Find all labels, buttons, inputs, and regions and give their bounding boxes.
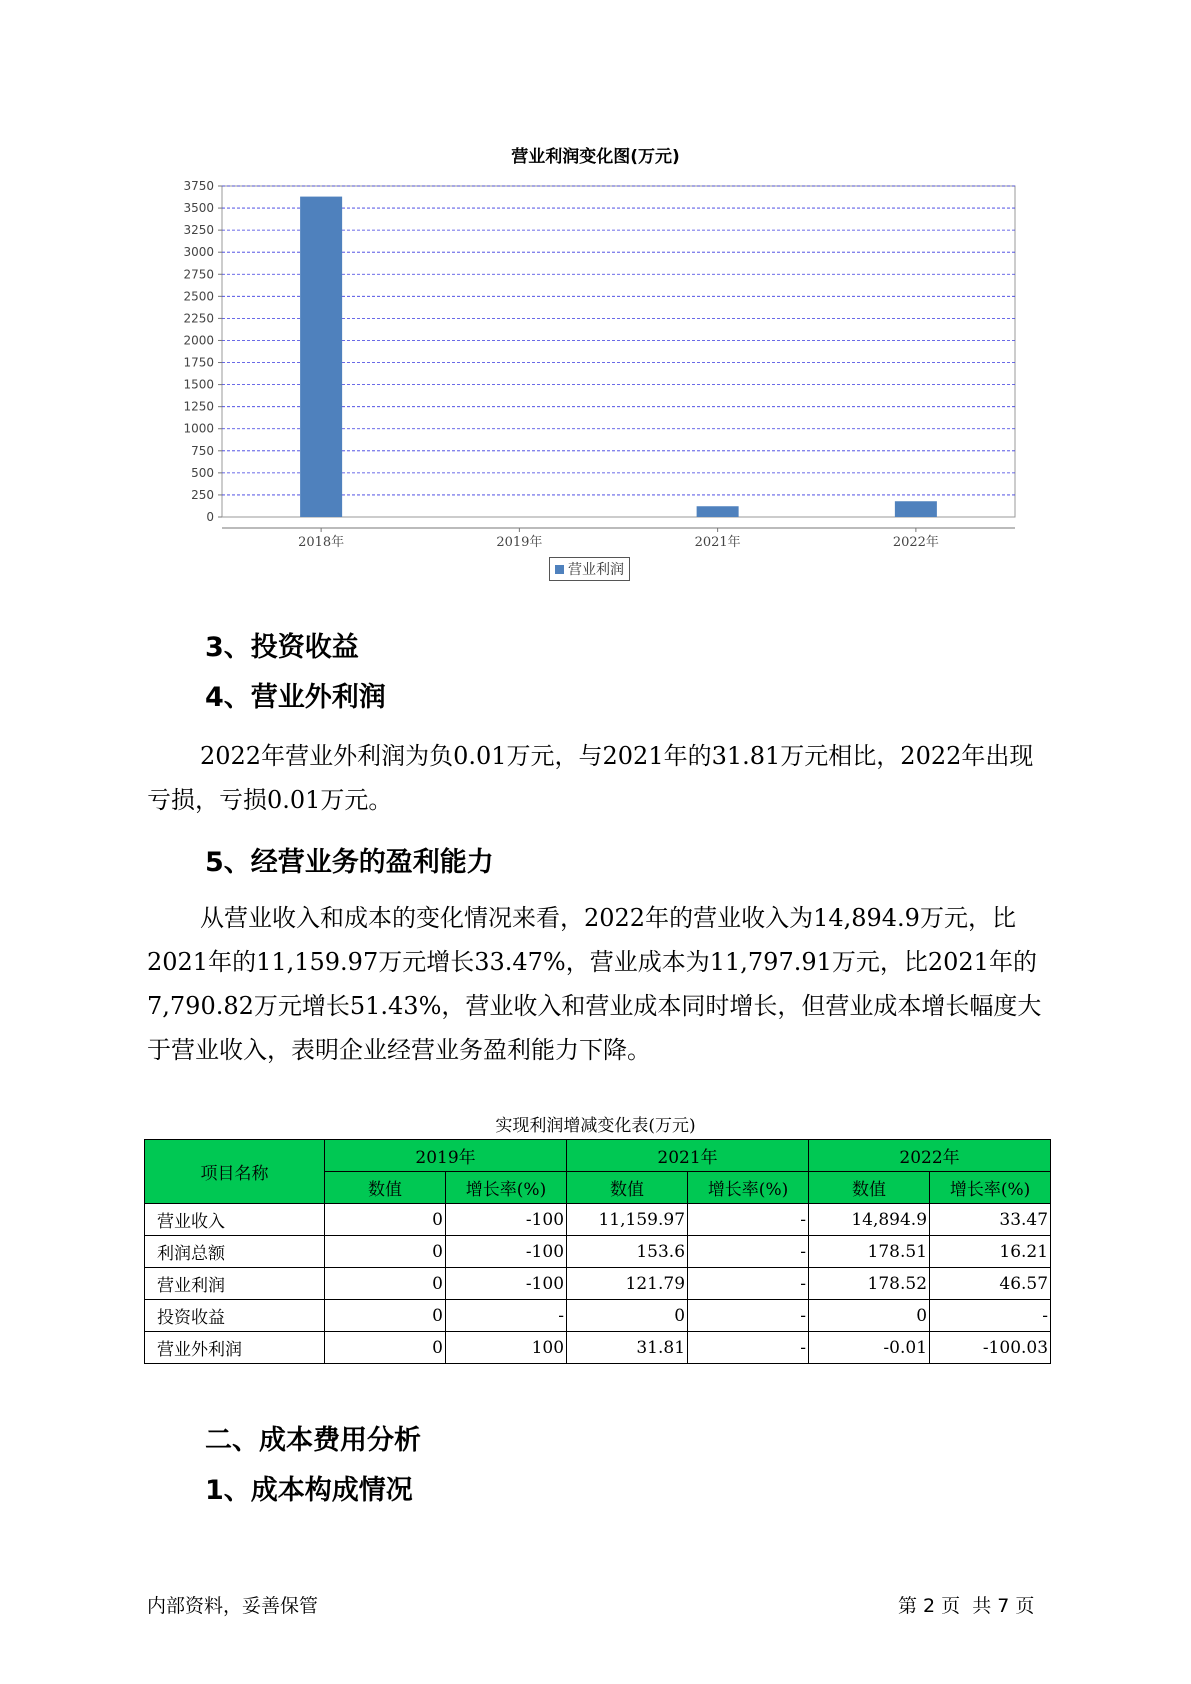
y-tick-label: 1500 — [183, 377, 214, 392]
cell-value: 14,894.9 — [809, 1204, 930, 1236]
y-tick-label: 2500 — [183, 289, 214, 304]
header-year: 2022年 — [809, 1140, 1051, 1172]
cell-value: -0.01 — [809, 1332, 930, 1364]
y-tick-label: 500 — [191, 465, 214, 480]
cell-growth: - — [446, 1300, 567, 1332]
footer-confidential: 内部资料，妥善保管 — [147, 1595, 319, 1617]
x-tick-label: 2021年 — [694, 535, 741, 550]
y-tick-label: 1250 — [183, 399, 214, 414]
cell-growth: 46.57 — [930, 1268, 1051, 1300]
y-tick-label: 3250 — [183, 223, 214, 238]
cell-value: 178.51 — [809, 1236, 930, 1268]
y-tick-label: 1750 — [183, 355, 214, 370]
cell-growth: - — [688, 1300, 809, 1332]
paragraph-non-operating-profit: 2022年营业外利润为负0.01万元，与2021年的31.81万元相比，2022年出现亏损，亏损0.01万元。 — [147, 742, 1034, 814]
cell-value: 0 — [325, 1204, 446, 1236]
table-row — [145, 1236, 1051, 1268]
y-tick-label: 250 — [191, 487, 214, 502]
heading-cost-analysis: 二、成本费用分析 — [205, 1425, 421, 1456]
y-tick-label: 2000 — [183, 333, 214, 348]
y-tick-label: 750 — [191, 443, 214, 458]
y-tick-label: 0 — [206, 510, 214, 524]
paragraph-profitability: 从营业收入和成本的变化情况来看，2022年的营业收入为14,894.9万元，比2021年的11,159.97万元增长33.47%，营业成本为11,797.91万元，比2021年的7,790.82万元增长51.43%，营业收入和营业成本同时增长，但营业成本增长幅度大于营业收入，表明企业经营业务盈利能力下降。 — [147, 904, 1042, 1064]
profit-bar-chart — [0, 0, 1191, 560]
heading-cost-composition: 1、成本构成情况 — [205, 1475, 413, 1506]
cell-growth: - — [688, 1332, 809, 1364]
y-tick-label: 3000 — [183, 245, 214, 260]
heading-profitability: 5、经营业务的盈利能力 — [205, 847, 494, 878]
y-tick-label: 2750 — [183, 267, 214, 282]
cell-value: 0 — [325, 1300, 446, 1332]
bar — [697, 506, 739, 517]
cell-growth: - — [688, 1204, 809, 1236]
table-row — [145, 1300, 1051, 1332]
x-tick-label: 2019年 — [496, 535, 543, 550]
x-tick-label: 2018年 — [298, 535, 345, 550]
cell-growth: 33.47 — [930, 1204, 1051, 1236]
legend-label: 营业利润 — [568, 562, 624, 578]
table-row — [145, 1204, 1051, 1236]
row-label: 投资收益 — [145, 1300, 325, 1332]
x-tick-label: 2022年 — [892, 535, 939, 550]
cell-value: 0 — [809, 1300, 930, 1332]
table-caption: 实现利润增减变化表(万元) — [495, 1116, 696, 1136]
y-tick-label: 2250 — [183, 311, 214, 326]
cell-growth: - — [688, 1268, 809, 1300]
row-label: 营业利润 — [145, 1268, 325, 1300]
cell-growth: -100 — [446, 1268, 567, 1300]
chart-legend — [549, 557, 630, 581]
cell-growth: - — [930, 1300, 1051, 1332]
cell-value: 121.79 — [567, 1268, 688, 1300]
cell-growth: 16.21 — [930, 1236, 1051, 1268]
row-label: 营业外利润 — [145, 1332, 325, 1364]
cell-value: 11,159.97 — [567, 1204, 688, 1236]
bar — [300, 197, 342, 517]
cell-value: 178.52 — [809, 1268, 930, 1300]
cell-growth: - — [688, 1236, 809, 1268]
header-item-name: 项目名称 — [145, 1140, 325, 1204]
footer-page-number: 第 2 页 共 7 页 — [898, 1595, 1035, 1617]
profit-change-table — [144, 1139, 1051, 1364]
cell-value: 31.81 — [567, 1332, 688, 1364]
bar — [895, 501, 937, 517]
cell-value: 0 — [325, 1268, 446, 1300]
legend-swatch — [555, 565, 564, 574]
cell-value: 0 — [567, 1300, 688, 1332]
cell-growth: 100 — [446, 1332, 567, 1364]
cell-value: 0 — [325, 1332, 446, 1364]
heading-investment-income: 3、投资收益 — [205, 632, 359, 663]
row-label: 营业收入 — [145, 1204, 325, 1236]
cell-value: 153.6 — [567, 1236, 688, 1268]
header-growth: 增长率(%) — [446, 1172, 567, 1204]
y-tick-label: 3750 — [183, 179, 214, 193]
header-value: 数值 — [567, 1172, 688, 1204]
header-value: 数值 — [325, 1172, 446, 1204]
header-year: 2021年 — [567, 1140, 809, 1172]
cell-growth: -100.03 — [930, 1332, 1051, 1364]
table-row — [145, 1268, 1051, 1300]
cell-value: 0 — [325, 1236, 446, 1268]
header-value: 数值 — [809, 1172, 930, 1204]
header-growth: 增长率(%) — [688, 1172, 809, 1204]
header-year: 2019年 — [325, 1140, 567, 1172]
header-growth: 增长率(%) — [930, 1172, 1051, 1204]
table-row — [145, 1332, 1051, 1364]
cell-growth: -100 — [446, 1204, 567, 1236]
cell-growth: -100 — [446, 1236, 567, 1268]
y-tick-label: 3500 — [183, 201, 214, 216]
y-tick-label: 1000 — [183, 421, 214, 436]
chart-title: 营业利润变化图(万元) — [511, 147, 680, 167]
heading-non-operating-profit: 4、营业外利润 — [205, 682, 386, 713]
row-label: 利润总额 — [145, 1236, 325, 1268]
